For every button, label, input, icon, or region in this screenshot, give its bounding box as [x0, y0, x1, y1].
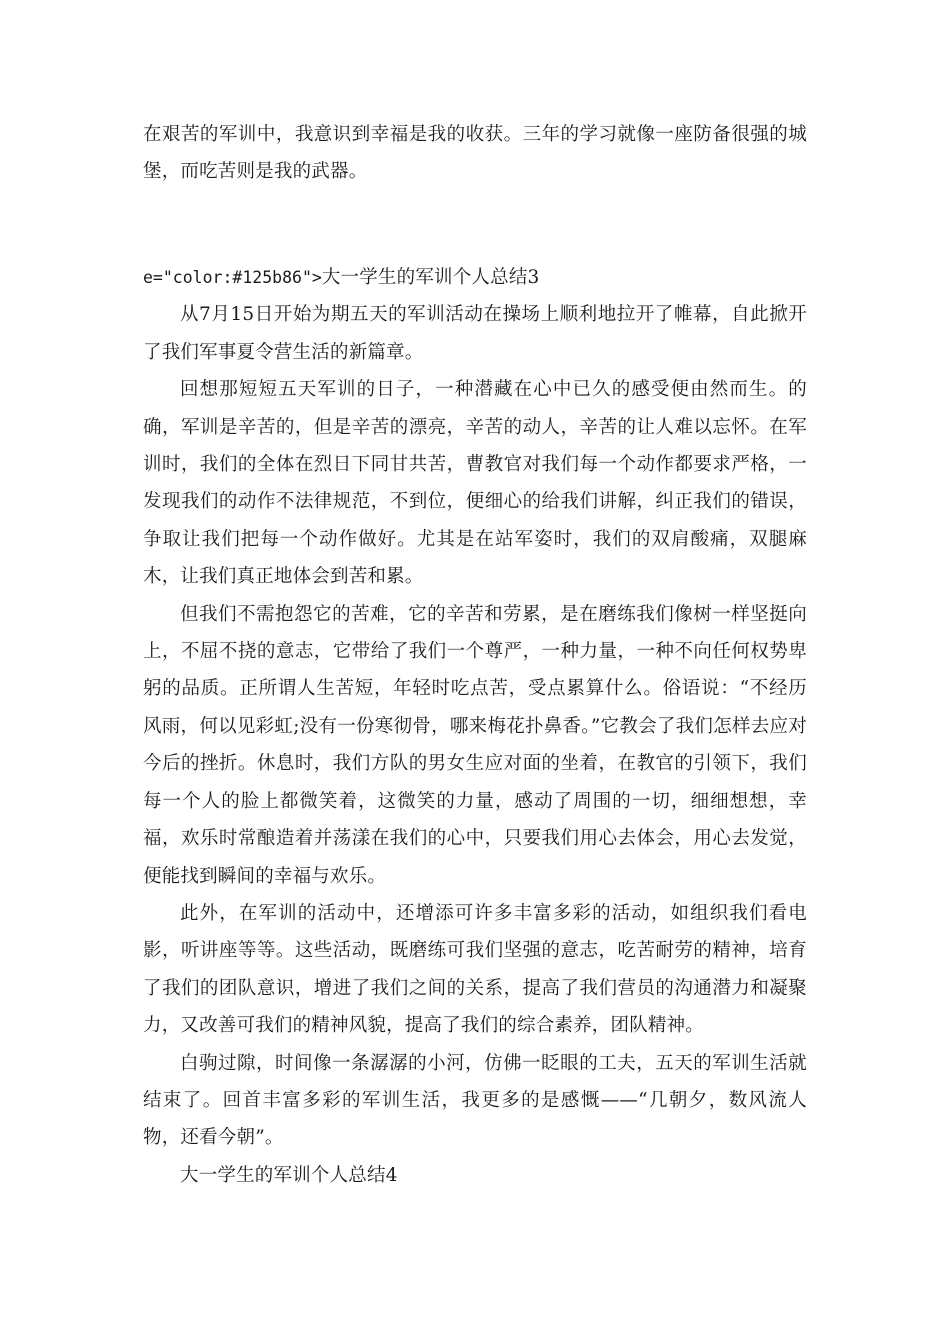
- body-paragraph: 但我们不需抱怨它的苦难，它的辛苦和劳累，是在磨练我们像树一样坚挺向上，不屈不挠的意志，它带给了我们一个尊严，一种力量，一种不向任何权势卑躬的品质。正所谓人生苦短，年轻时吃点苦，受点累算什么。俗语说：“不经历风雨，何以见彩虹;没有一份寒彻骨，哪来梅花扑鼻香。”它教会了我们怎样去应对今后的挫折。休息时，我们方队的男女生应对面的坐着，在教官的引领下，我们每一个人的脸上都微笑着，这微笑的力量，感动了周围的一切，细细想想，幸福，欢乐时常酿造着并荡漾在我们的心中，只要我们用心去体会，用心去发觉，便能找到瞬间的幸福与欢乐。: [143, 603, 807, 887]
- continued-paragraph-block: [143, 116, 807, 191]
- body-paragraph: 回想那短短五天军训的日子，一种潜藏在心中已久的感受便由然而生。的确，军训是辛苦的，但是辛苦的漂亮，辛苦的动人，辛苦的让人难以忘怀。在军训时，我们的全体在烈日下同甘共苦，曹教官对我们每一个动作都要求严格，一发现我们的动作不法律规范，不到位，便细心的给我们讲解，纠正我们的错误，争取让我们把每一个动作做好。尤其是在站军姿时，我们的双肩酸痛，双腿麻木，让我们真正地体会到苦和累。: [143, 379, 807, 588]
- section-3: [143, 259, 807, 1194]
- section-title: 大一学生的军训个人总结3: [321, 267, 540, 288]
- body-paragraph: 此外，在军训的活动中，还增添可许多丰富多彩的活动，如组织我们看电影，听讲座等等。这些活动，既磨练可我们坚强的意志，吃苦耐劳的精神，培育了我们的团队意识，增进了我们之间的关系，提高了我们营员的沟通潜力和凝聚力，又改善可我们的精神风貌，提高了我们的综合素养，团队精神。: [143, 902, 807, 1037]
- section-heading: [143, 259, 807, 296]
- body-paragraph: 从7月15日开始为期五天的军训活动在操场上顺利地拉开了帷幕，自此掀开了我们军事夏令营生活的新篇章。: [143, 304, 807, 363]
- body-paragraph: 在艰苦的军训中，我意识到幸福是我的收获。三年的学习就像一座防备很强的城堡，而吃苦则是我的武器。: [143, 124, 807, 183]
- html-artifact-text: e="color:#125b86">: [143, 268, 322, 287]
- body-paragraph: 白驹过隙，时间像一条潺潺的小河，仿佛一眨眼的工夫，五天的军训生活就结束了。回首丰富多彩的军训生活，我更多的是感慨——“几朝夕，数风流人物，还看今朝”。: [143, 1052, 807, 1149]
- section-heading: 大一学生的军训个人总结4: [180, 1164, 398, 1186]
